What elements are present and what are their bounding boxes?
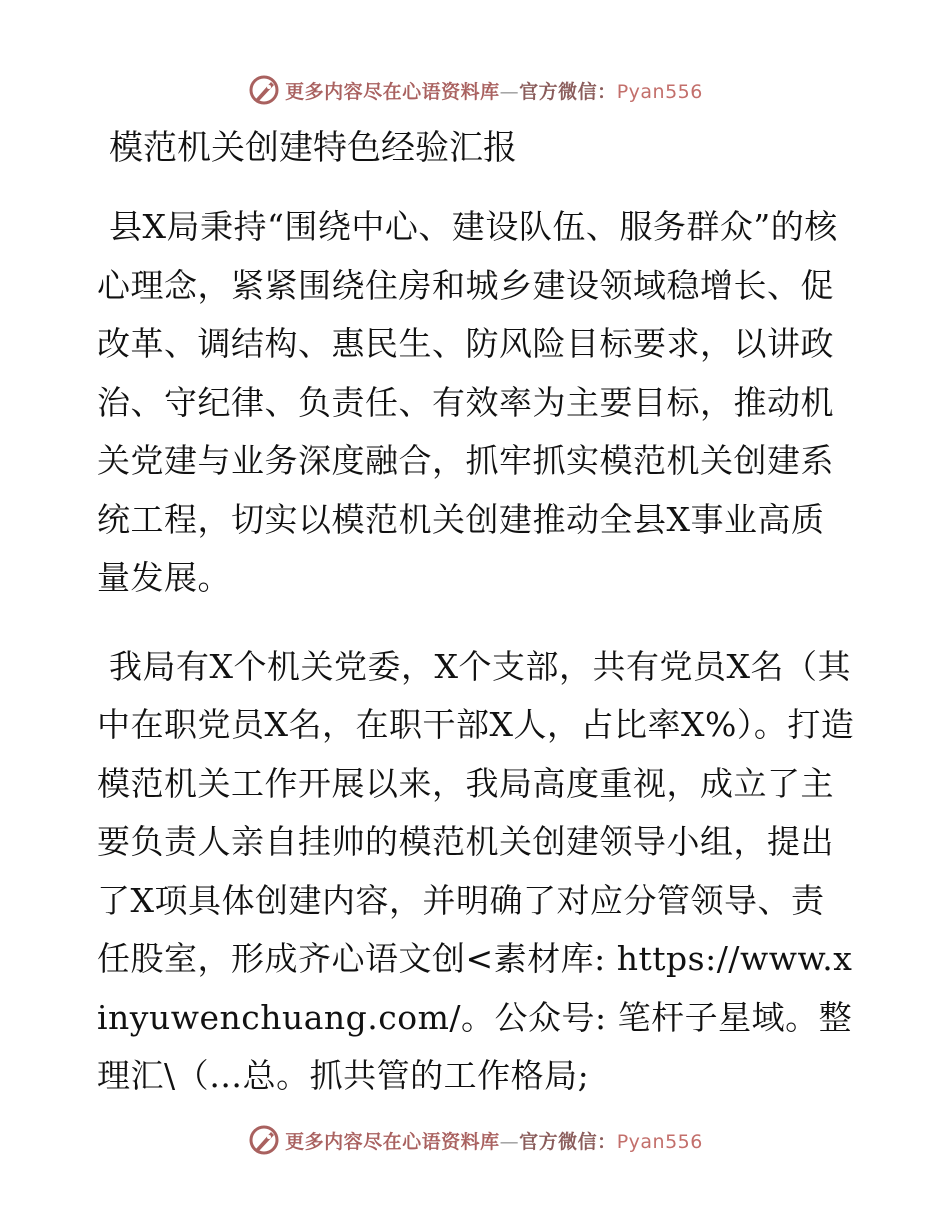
footer-wechat-id: Pyan556 — [616, 1130, 703, 1153]
footer-wechat-label: 官方微信： — [519, 1130, 617, 1153]
document-body — [97, 120, 857, 1106]
pen-nib-logo-icon — [247, 1123, 281, 1157]
document-paragraph-2: 我局有X个机关党委，X个支部，共有党员X名（其中在职党员X名，在职干部X人，占比率X%）。打造模范机关工作开展以来，我局高度重视，成立了主要负责人亲自挂帅的模范机关创建领导小组，提出了X项具体创建内容，并明确了对应分管领导、责任股室，形成齐心语文创<素材库: https://www.xinyuwenchuang.com/。公众号: 笔杆子星域。整理汇\（…总。抓共管的工作格局; — [97, 646, 855, 1095]
footer-watermark-banner — [0, 1118, 950, 1162]
header-dash: — — [499, 80, 520, 103]
header-watermark-banner — [0, 68, 950, 112]
footer-watermark-text — [285, 1127, 703, 1154]
footer-dash: — — [499, 1130, 520, 1153]
pen-nib-logo-icon — [247, 73, 281, 107]
header-watermark-text — [285, 77, 703, 104]
document-title: 模范机关创建特色经验汇报 — [109, 128, 517, 168]
header-wechat-label: 官方微信： — [519, 80, 617, 103]
header-brand-text: 更多内容尽在心语资料库 — [285, 80, 500, 103]
header-wechat-id: Pyan556 — [616, 80, 703, 103]
footer-brand-text: 更多内容尽在心语资料库 — [285, 1130, 500, 1153]
document-paragraph-1: 县X局秉持“围绕中心、建设队伍、服务群众”的核心理念，紧紧围绕住房和城乡建设领域稳增长、促改革、调结构、惠民生、防风险目标要求，以讲政治、守纪律、负责任、有效率为主要目标，推动机关党建与业务深度融合，抓牢抓实模范机关创建系统工程，切实以模范机关创建推动全县X事业高质量发展。 — [97, 207, 838, 597]
